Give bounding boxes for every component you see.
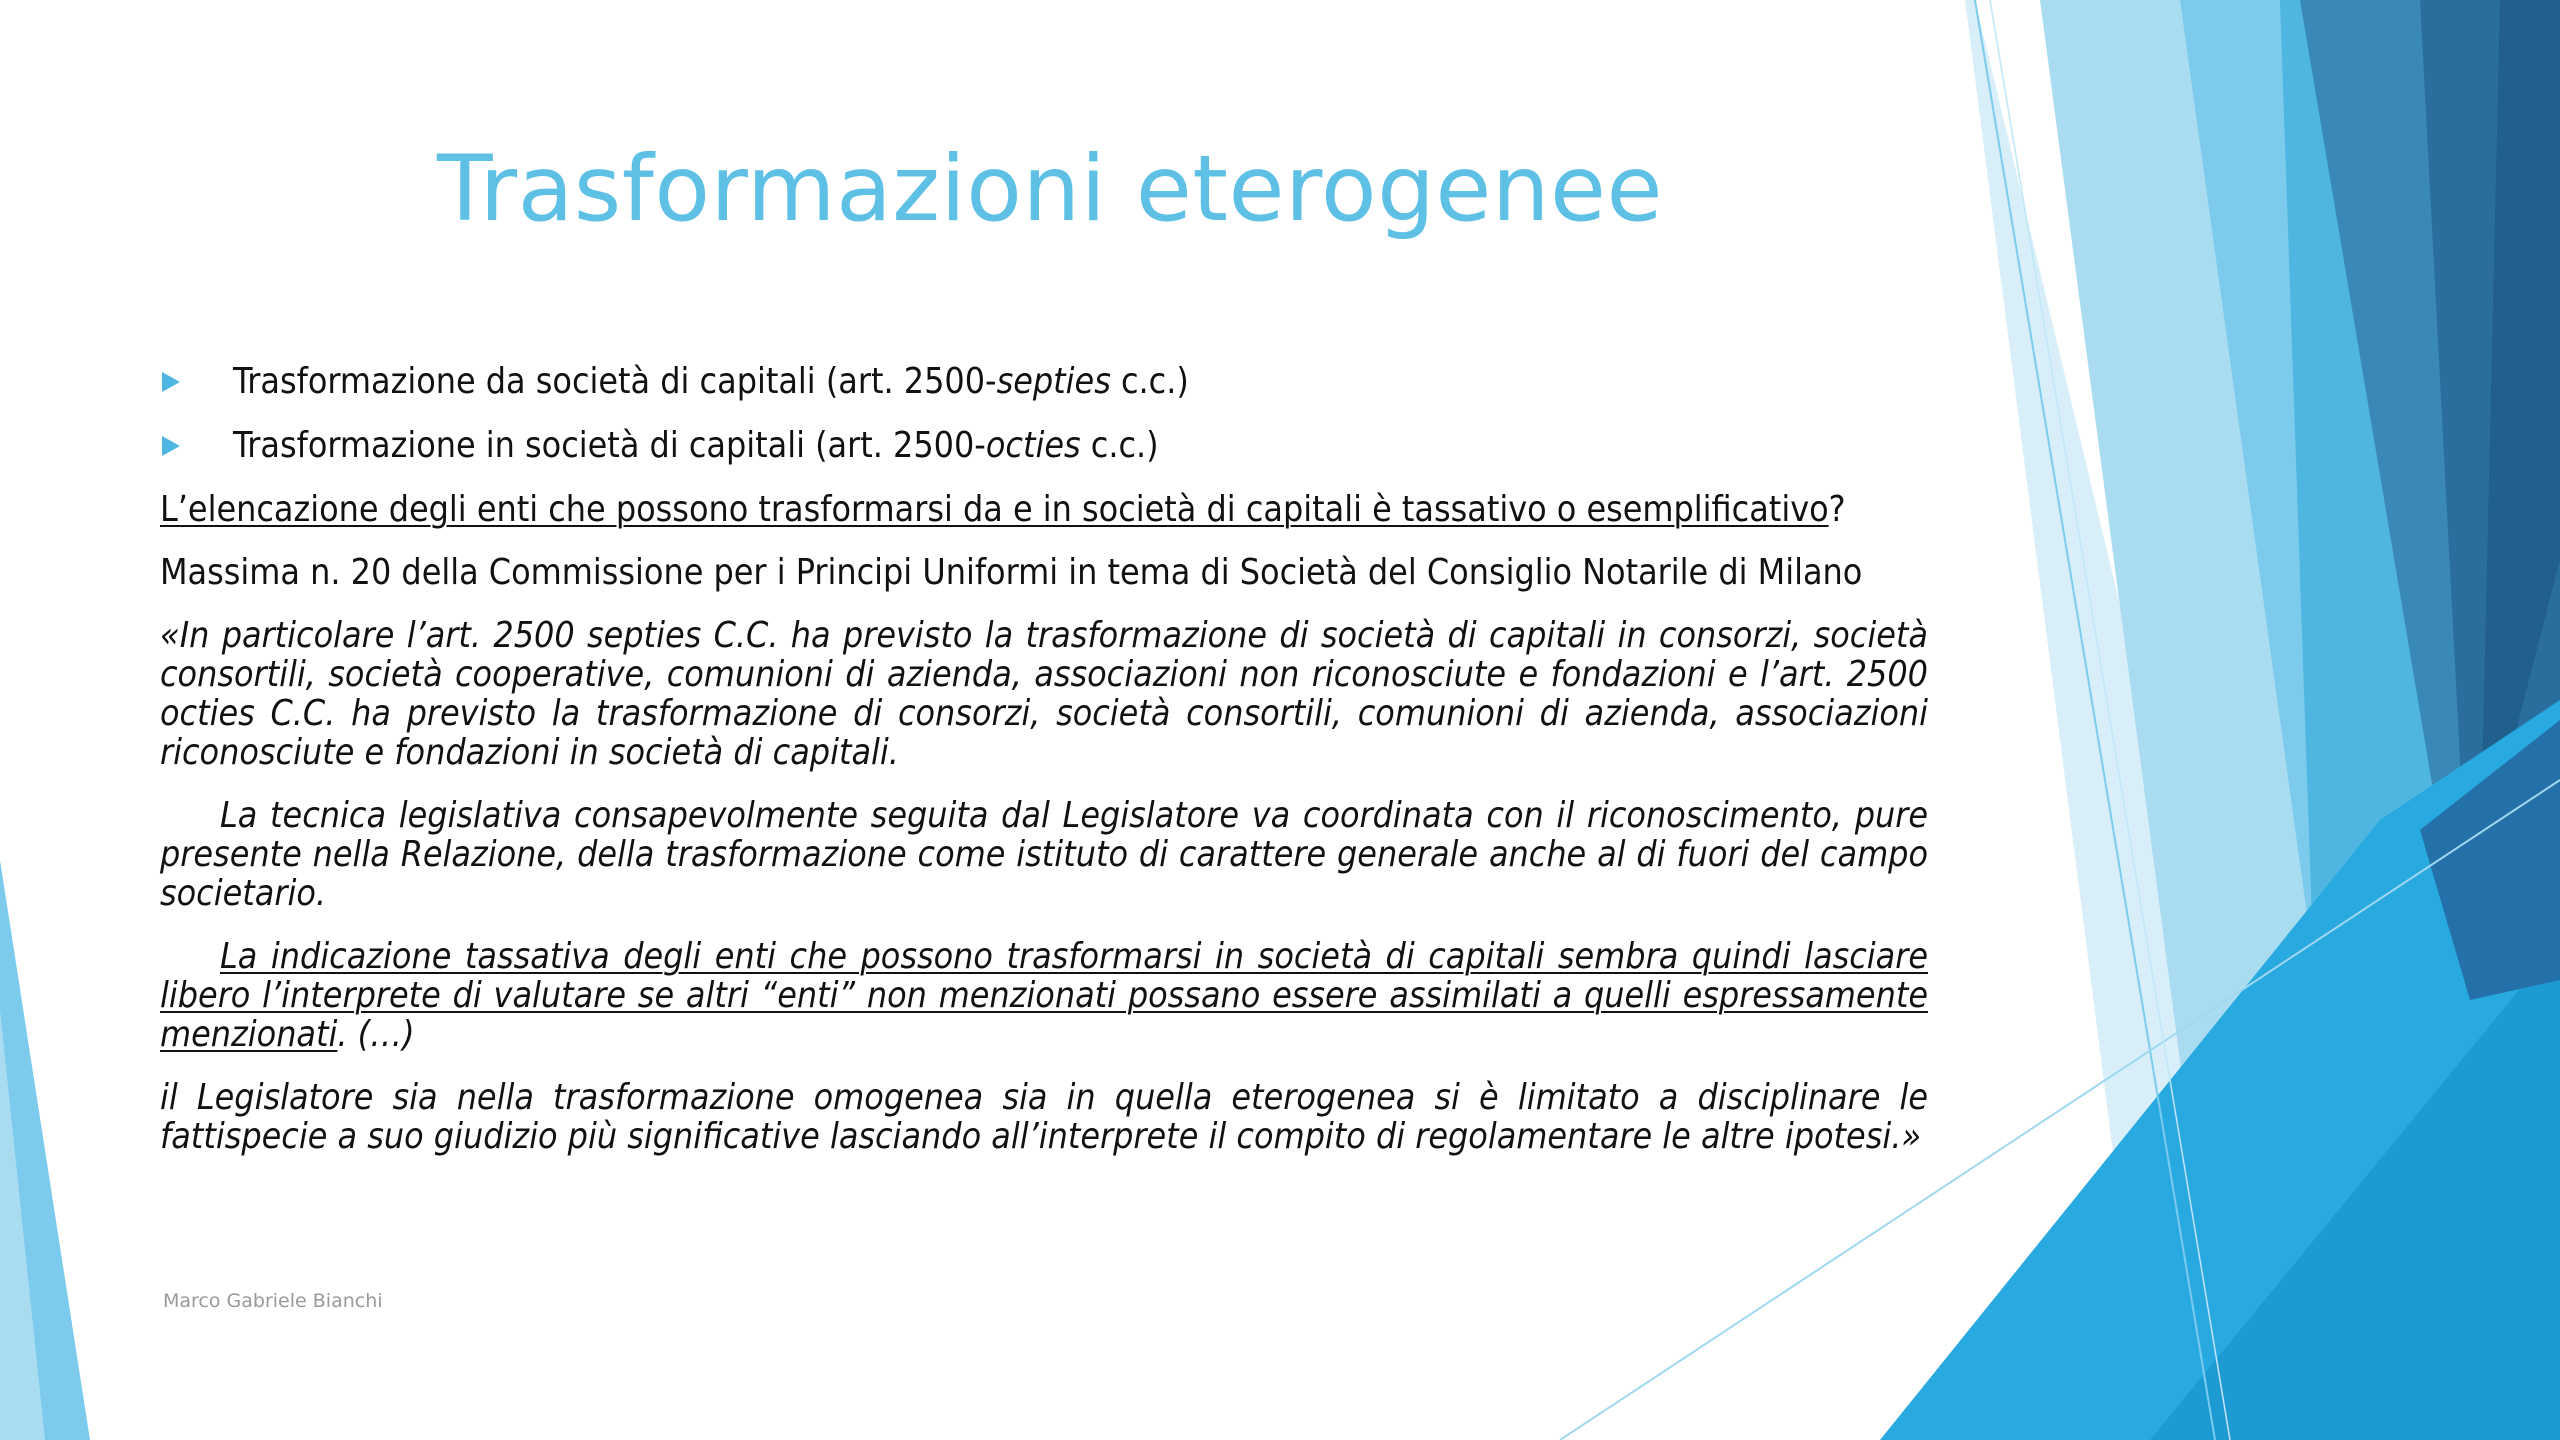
quote-paragraph-3	[160, 937, 1928, 1054]
bullet-text-tail: c.c.)	[1080, 425, 1159, 466]
quote-paragraph-4: il Legislatore sia nella trasformazione omogenea sia in quella eterogenea si è limitato a disciplinare le fattispecie a suo giudizio più significative lasciando all’interprete il compito di regolamentare le altre ipotesi.»	[160, 1077, 1928, 1157]
bullet-italic-term: septies	[996, 361, 1111, 402]
slide-title: Trasformazioni eterogenee	[437, 137, 1663, 242]
bullet-item	[160, 426, 1928, 465]
bullet-text-tail: c.c.)	[1110, 361, 1189, 402]
triangle-bullet-icon	[162, 436, 180, 456]
question-paragraph	[160, 490, 1928, 529]
quote-tail: . (…)	[337, 1014, 415, 1055]
bullet-italic-term: octies	[985, 425, 1081, 466]
massima-paragraph: Massima n. 20 della Commissione per i Principi Uniformi in tema di Società del Consiglio Notarile di Milano	[160, 552, 1863, 593]
bullet-item	[160, 362, 1928, 401]
quote-underlined-text: La indicazione tassativa degli enti che possono trasformarsi in società di capitali sembra quindi lasciare libero l’interprete di valutare se altri “enti” non menzionati possano essere assimilati a quelli espressamente menzionati	[160, 936, 1928, 1055]
slide-body	[160, 362, 1928, 1180]
slide-footer: Marco Gabriele Bianchi	[163, 1290, 383, 1312]
bullet-text: Trasformazione in società di capitali (art. 2500-	[233, 425, 986, 466]
triangle-bullet-icon	[162, 372, 180, 392]
quote-paragraph-2: La tecnica legislativa consapevolmente seguita dal Legislatore va coordinata con il riconoscimento, pure presente nella Relazione, della trasformazione come istituto di carattere generale anche al di fuori del campo societario.	[160, 795, 1928, 914]
bullet-text: Trasformazione da società di capitali (art. 2500-	[233, 361, 997, 402]
question-underlined-text: L’elencazione degli enti che possono trasformarsi da e in società di capitali è tassativo o esemplificativo	[160, 489, 1829, 530]
question-mark: ?	[1828, 489, 1846, 530]
quote-paragraph-1: «In particolare l’art. 2500 septies C.C. ha previsto la trasformazione di società di capitali in consorzi, società consortili, società cooperative, comunioni di azienda, associazioni non riconosciute e fondazioni e l’art. 2500 octies C.C. ha previsto la trasformazione di consorzi, società consortili, comunioni di azienda, associazioni riconosciute e fondazioni in società di capitali.	[160, 615, 1928, 773]
